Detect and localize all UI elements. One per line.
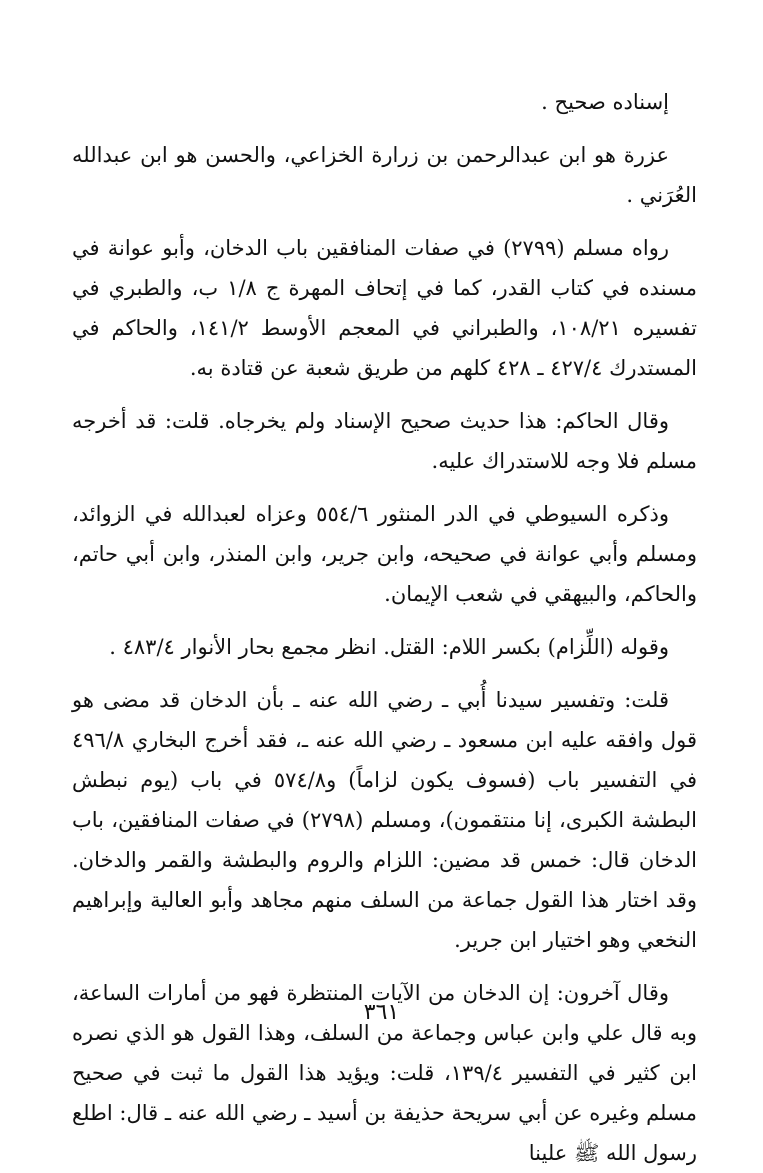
paragraph-ubayy: قلت: وتفسير سيدنا أُبي ـ رضي الله عنه ـ بأن الدخان قد مضى هو قول وافقه عليه ابن مسعود ـ رضي الله عنه ـ، فقد أخرج البخاري ٤٩٦/٨ في التفسير باب (فسوف يكون لزاماً) و٥٧٤/٨ في باب (يوم نبطش البطشة الكبرى، إنا منتقمون)، ومسلم (٢٧٩٨) في صفات المنافقين، باب الدخان قال: خمس قد مضين: اللزام والروم والبطشة والقمر والدخان. وقد اختار هذا القول جماعة من السلف منهم مجاهد وأبو العالية وإبراهيم النخعي وهو اختيار ابن جرير. (72, 688, 697, 952)
paragraph-isnad: إسناده صحيح . (541, 90, 669, 114)
paragraph-others: وقال آخرون: إن الدخان من الآيات المنتظرة فهو من أمارات الساعة، وبه قال علي وابن عباس وجماعة من السلف، وهذا القول هو الذي نصره ابن كثير في التفسير ١٣٩/٤، قلت: ويؤيد هذا القول ما ثبت في صحيح مسلم وغيره عن أبي سريحة حذيفة بن أسيد ـ رضي الله عنه ـ قال: اطلع رسول الله ﷺ علينا (72, 981, 697, 1165)
paragraph-hakim: وقال الحاكم: هذا حديث صحيح الإسناد ولم يخرجاه. قلت: قد أخرجه مسلم فلا وجه للاستدراك عليه. (72, 409, 697, 473)
paragraph-takhrij: رواه مسلم (٢٧٩٩) في صفات المنافقين باب الدخان، وأبو عوانة في مسنده في كتاب القدر، كما في إتحاف المهرة ج ١/٨ ب، والطبري في تفسيره ١٠٨/٢١، والطبراني في المعجم الأوسط ١٤١/٢، والحاكم في المستدرك ٤٢٧/٤ ـ ٤٢٨ كلهم من طريق شعبة عن قتادة به. (72, 236, 698, 380)
paragraph-suyuti: وذكره السيوطي في الدر المنثور ٥٥٤/٦ وعزاه لعبدالله في الزوائد، ومسلم وأبي عوانة في صحيحه، وابن جرير، وابن المنذر، وابن أبي حاتم، والحاكم، والبيهقي في شعب الإيمان. (72, 502, 697, 606)
paragraph-narrators: عزرة هو ابن عبدالرحمن بن زرارة الخزاعي، والحسن هو ابن عبدالله العُرَني . (72, 143, 697, 207)
page-number: ٣٦١ (363, 1000, 400, 1025)
paragraph-lizam: وقوله (اللِّزام) بكسر اللام: القتل. انظر مجمع بحار الأنوار ٤٨٣/٤ . (109, 635, 669, 659)
document-page (72, 82, 698, 1165)
